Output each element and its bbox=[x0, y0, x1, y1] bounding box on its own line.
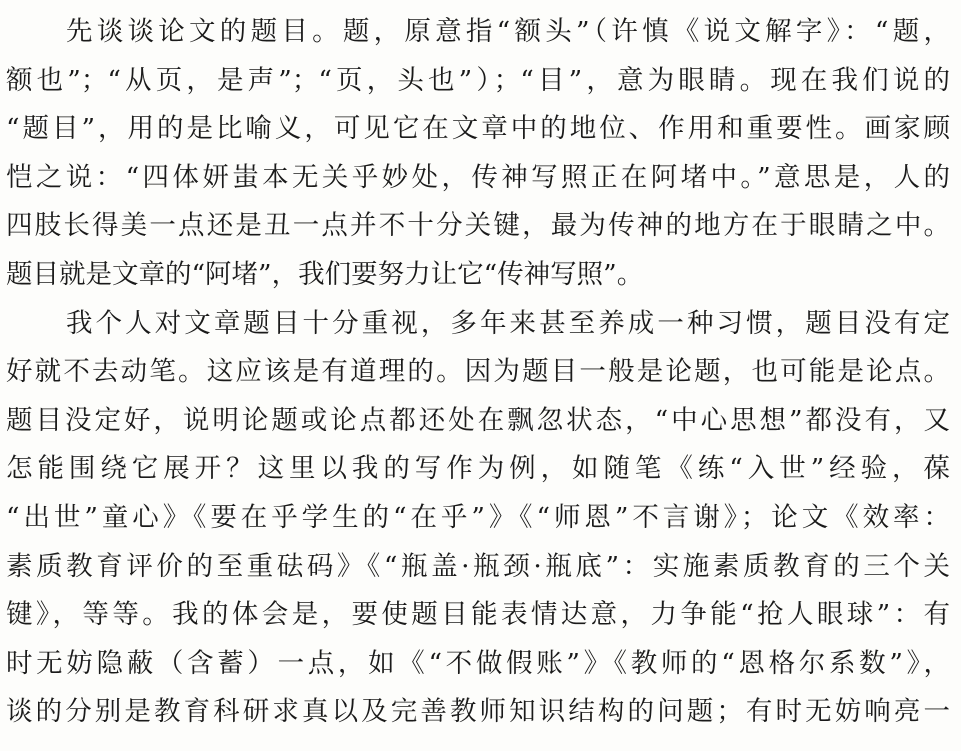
text-line: 先谈谈论文的题目。题，原意指“额头”（许慎《说文解字》：“题， bbox=[66, 16, 950, 47]
text-line: 键》，等等。我的体会是，要使题目能表情达意，力争能“抢人眼球”：有 bbox=[6, 599, 950, 631]
text-line: 谈的分别是教育科研求真以及完善教师知识结构的问题；有时无妨响亮一 bbox=[6, 696, 950, 728]
text-line: 题目就是文章的“阿堵”，我们要努力让它“传神写照”。 bbox=[6, 258, 644, 290]
text-line: 恺之说：“四体妍蚩本无关乎妙处，传神写照正在阿堵中。”意思是，人的 bbox=[6, 161, 950, 193]
text-line: 好就不去动笔。这应该是有道理的。因为题目一般是论题，也可能是论点。 bbox=[6, 356, 950, 388]
text-line: “题目”，用的是比喻义，可见它在文章中的地位、作用和重要性。画家顾 bbox=[6, 113, 950, 145]
body-text bbox=[6, 0, 950, 737]
text-line: 我个人对文章题目十分重视，多年来甚至养成一种习惯，题目没有定 bbox=[66, 307, 950, 339]
text-line: 怎能围绕它展开？这里以我的写作为例，如随笔《练“入世”经验，葆 bbox=[6, 453, 950, 485]
text-line: 时无妨隐蔽（含蓄）一点，如《“不做假账”》《教师的“恩格尔系数”》， bbox=[6, 647, 950, 679]
text-line: 题目没定好，说明论题或论点都还处在飘忽状态，“中心思想”都没有，又 bbox=[6, 404, 950, 436]
text-line: 四肢长得美一点还是丑一点并不十分关键，最为传神的地方在于眼睛之中。 bbox=[6, 210, 950, 242]
text-line: “出世”童心》《要在乎学生的“在乎”》《“师恩”不言谢》；论文《效率： bbox=[6, 501, 950, 533]
text-line: 素质教育评价的至重砝码》《“瓶盖·瓶颈·瓶底”：实施素质教育的三个关 bbox=[6, 550, 950, 582]
text-line: 额也”；“从页，是声”；“页，头也”）；“目”，意为眼睛。现在我们说的 bbox=[6, 64, 950, 96]
